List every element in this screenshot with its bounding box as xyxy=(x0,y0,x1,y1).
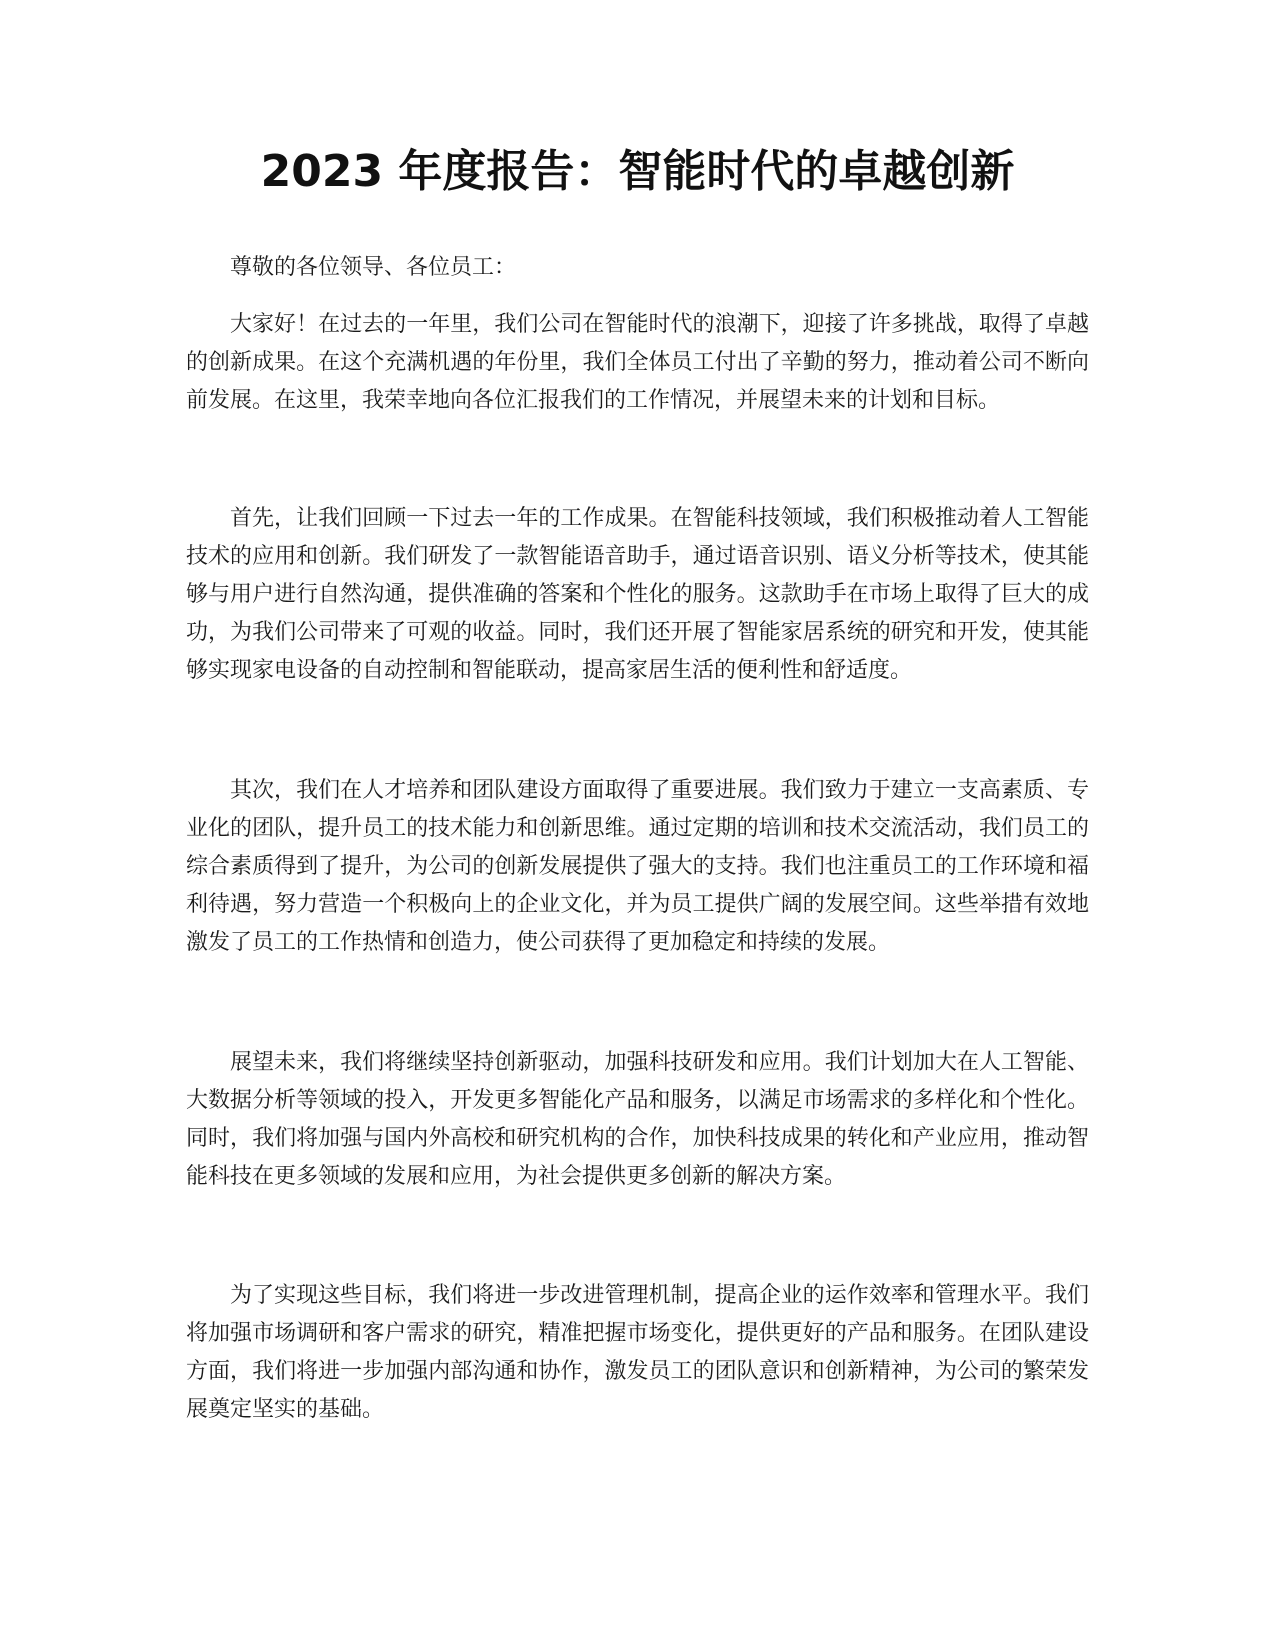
salutation xyxy=(186,249,1089,287)
document-title: 2023 年度报告：智能时代的卓越创新 xyxy=(260,146,1015,197)
paragraph-achievements xyxy=(186,500,1089,690)
salutation-text: 尊敬的各位领导、各位员工： xyxy=(230,255,517,280)
paragraph-goals xyxy=(186,1277,1089,1429)
paragraph-text: 其次，我们在人才培养和团队建设方面取得了重要进展。我们致力于建立一支高素质、专业化的团队，提升员工的技术能力和创新思维。通过定期的培训和技术交流活动，我们员工的综合素质得到了提升，为公司的创新发展提供了强大的支持。我们也注重员工的工作环境和福利待遇，努力营造一个积极向上的企业文化，并为员工提供广阔的发展空间。这些举措有效地激发了员工的工作热情和创造力，使公司获得了更加稳定和持续的发展。 xyxy=(186,778,1089,955)
paragraph-text: 为了实现这些目标，我们将进一步改进管理机制，提高企业的运作效率和管理水平。我们将加强市场调研和客户需求的研究，精准把握市场变化，提供更好的产品和服务。在团队建设方面，我们将进一步加强内部沟通和协作，激发员工的团队意识和创新精神，为公司的繁荣发展奠定坚实的基础。 xyxy=(186,1283,1089,1422)
paragraph-outlook xyxy=(186,1044,1089,1196)
paragraph-intro xyxy=(186,306,1089,420)
paragraph-talent xyxy=(186,772,1089,962)
paragraph-text: 大家好！在过去的一年里，我们公司在智能时代的浪潮下，迎接了许多挑战，取得了卓越的创新成果。在这个充满机遇的年份里，我们全体员工付出了辛勤的努力，推动着公司不断向前发展。在这里，我荣幸地向各位汇报我们的工作情况，并展望未来的计划和目标。 xyxy=(186,312,1089,413)
paragraph-text: 展望未来，我们将继续坚持创新驱动，加强科技研发和应用。我们计划加大在人工智能、大数据分析等领域的投入，开发更多智能化产品和服务，以满足市场需求的多样化和个性化。同时，我们将加强与国内外高校和研究机构的合作，加快科技成果的转化和产业应用，推动智能科技在更多领域的发展和应用，为社会提供更多创新的解决方案。 xyxy=(186,1050,1089,1189)
paragraph-text: 首先，让我们回顾一下过去一年的工作成果。在智能科技领域，我们积极推动着人工智能技术的应用和创新。我们研发了一款智能语音助手，通过语音识别、语义分析等技术，使其能够与用户进行自然沟通，提供准确的答案和个性化的服务。这款助手在市场上取得了巨大的成功，为我们公司带来了可观的收益。同时，我们还开展了智能家居系统的研究和开发，使其能够实现家电设备的自动控制和智能联动，提高家居生活的便利性和舒适度。 xyxy=(186,506,1089,683)
